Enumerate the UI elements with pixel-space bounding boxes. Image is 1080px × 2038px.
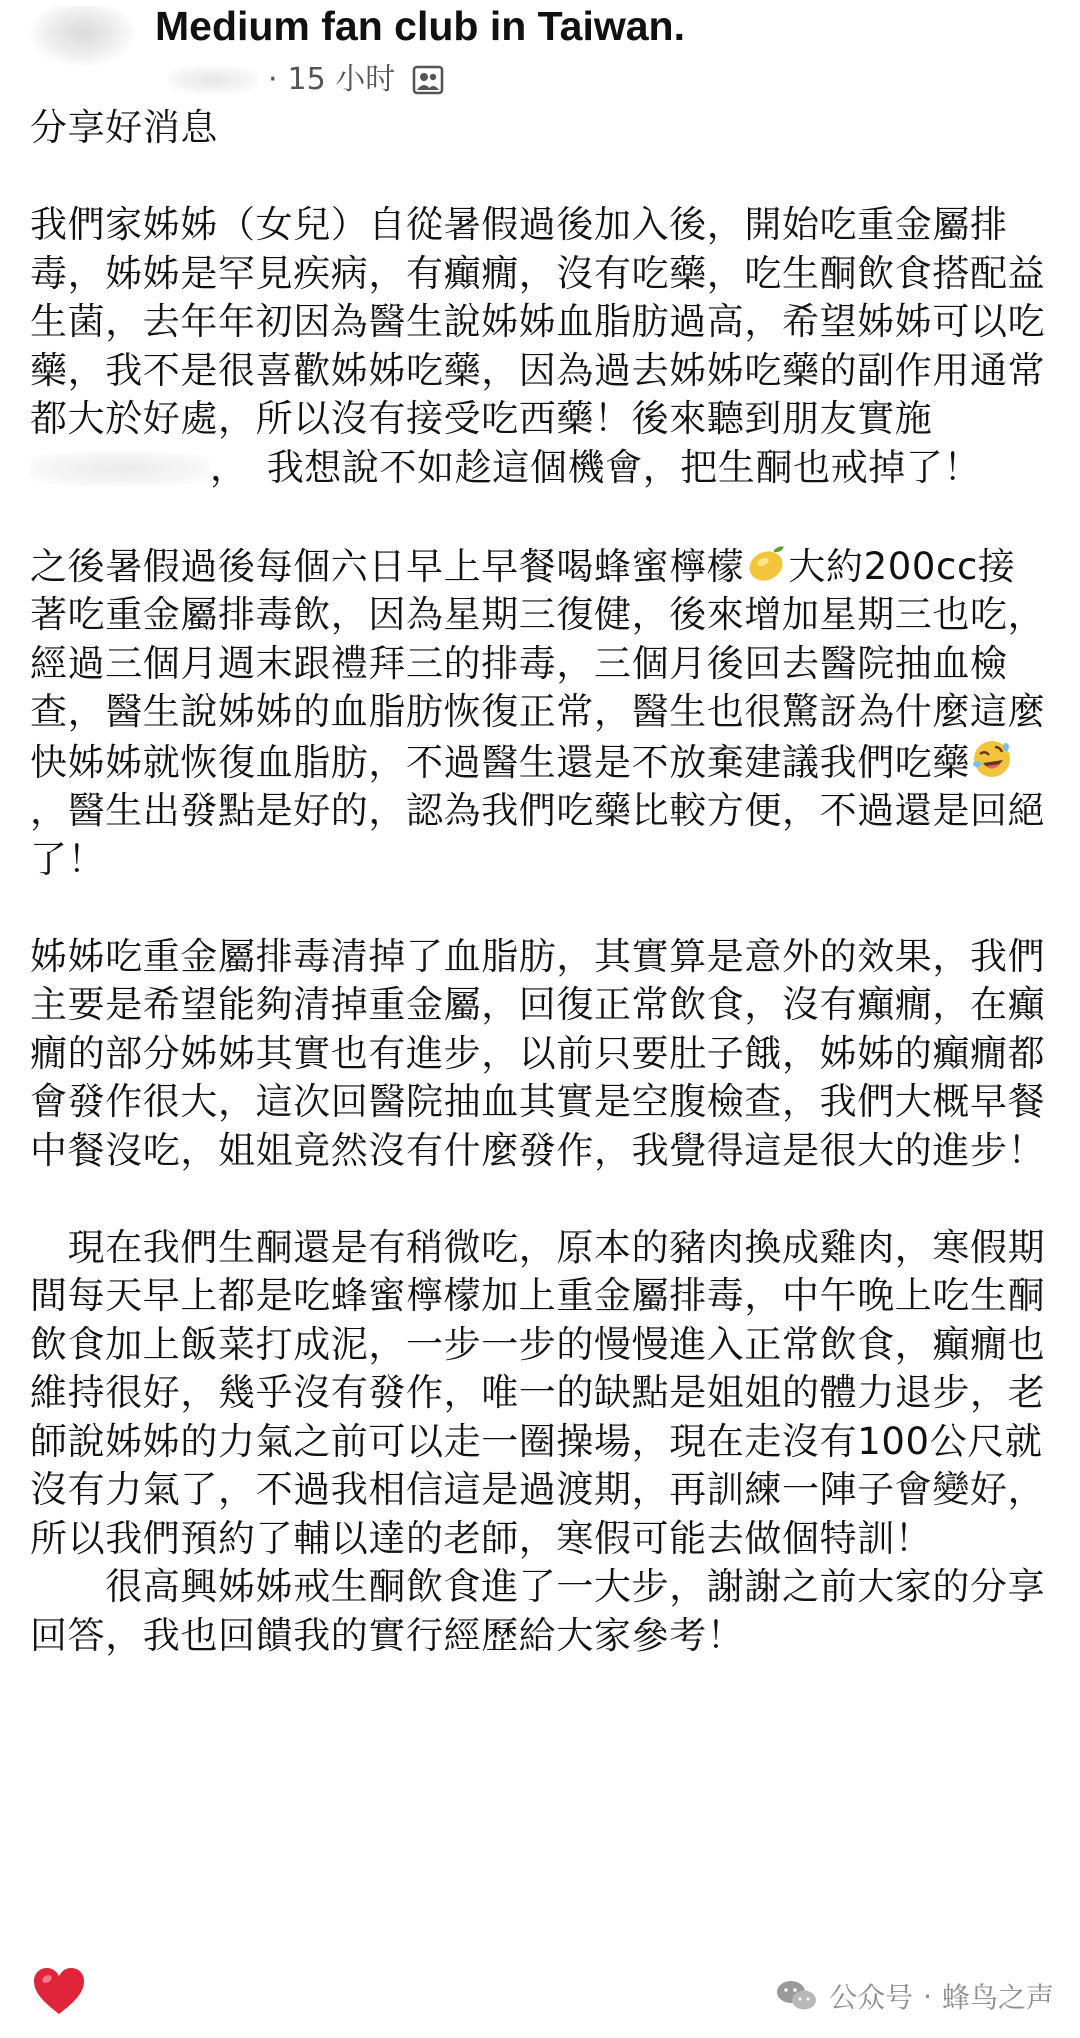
post-header xyxy=(0,0,1080,110)
red-heart-emoji xyxy=(32,1966,86,2018)
post-heading: 分享好消息 xyxy=(30,106,218,149)
post-footer xyxy=(0,1962,1080,2038)
meta-separator: · xyxy=(268,62,278,97)
paragraph-text: 我們家姊姊（女兒）自從暑假過後加入後，開始吃重金屬排毒，姊姊是罕見疾病，有癲癇，沒有吃藥，吃生酮飲食搭配益生菌，去年年初因為醫生說姊姊血脂肪過高，希望姊姊可以吃藥，我不是很喜歡姊姊吃藥，因為過去姊姊吃藥的副作用通常都大於好處，所以沒有接受吃西藥！後來聽到朋友實施 xyxy=(30,203,1046,440)
paragraph-text: 我想說不如趁這個機會，把生酮也戒掉了！ xyxy=(266,445,982,489)
paragraph-text: 之後暑假過後每個六日早上早餐喝蜂蜜檸檬 xyxy=(30,544,745,588)
paragraph-text: 大約200cc接著吃重金屬排毒飲，因為星期三復健，後來增加星期三也吃，經過三個月週末跟禮拜三的排毒，三個月後回去醫院抽血檢查，醫生說姊姊的血脂肪恢復正常，醫生也很驚訝為什麼這麼快姊姊就恢復血脂肪，不過醫生還是不放棄建議我們吃藥 xyxy=(30,544,1046,784)
post-paragraph xyxy=(30,541,1050,885)
post-paragraph: 現在我們生酮還是有稍微吃，原本的豬肉換成雞肉，寒假期間每天早上都是吃蜂蜜檸檬加上重金屬排毒，中午晚上吃生酮飲食加上飯菜打成泥，一步一步的慢慢進入正常飲食，癲癇也維持很好，幾乎沒有發作，唯一的缺點是姐姐的體力退步，老師說姊姊的力氣之前可以走一圈操場，現在走沒有100公尺就沒有力氣了，不過我相信這是過渡期，再訓練一陣子會變好，所以我們預約了輔以達的老師，寒假可能去做個特訓！ xyxy=(30,1225,1046,1560)
group-audience-icon xyxy=(411,63,445,97)
paragraph-text: ，醫生出發點是好的，認為我們吃藥比較方便，不過還是回絕了！ xyxy=(30,789,1046,881)
watermark xyxy=(775,1976,1054,2016)
post-meta xyxy=(268,58,445,102)
post-paragraph: 姊姊吃重金屬排毒清掉了血脂肪，其實算是意外的效果，我們主要是希望能夠清掉重金屬，回復正常飲食，沒有癲癇，在癲癇的部分姊姊其實也有進步，以前只要肚子餓，姊姊的癲癇都會發作很大，這次回醫院抽血其實是空腹檢查，我們大概早餐中餐沒吃，姐姐竟然沒有什麼發作，我覺得這是很大的進步！ xyxy=(30,934,1046,1172)
post-paragraph: 我們家姊姊（女兒）自從暑假過後加入後，開始吃重金屬排毒，姊姊是罕見疾病，有癲癇，沒有吃藥，吃生酮飲食搭配益生菌，去年年初因為醫生說姊姊血脂肪過高，希望姊姊可以吃藥，我不是很喜歡姊姊吃藥，因為過去姊姊吃藥的副作用通常都大於好處，所以沒有接受吃西藥！後來聽到朋友實施， 我想說不如趁這個機會，把生酮也戒掉了！ xyxy=(30,203,1046,489)
redacted-author-name xyxy=(168,66,258,94)
avatar[interactable] xyxy=(30,6,135,66)
post-paragraph: 很高興姊姊戒生酮飲食進了一大步，謝謝之前大家的分享回答，我也回饋我的實行經歷給大家參考！ xyxy=(30,1565,1046,1657)
post-body xyxy=(30,104,1050,1660)
group-name[interactable]: Medium fan club in Taiwan. xyxy=(155,3,685,49)
watermark-account: 蜂鸟之声 xyxy=(941,1981,1054,2014)
redacted-text xyxy=(30,452,210,486)
rolling-on-floor-laughing-emoji xyxy=(970,737,1014,781)
watermark-separator: · xyxy=(923,1979,932,2013)
wechat-icon xyxy=(775,1978,819,2014)
lemon-emoji xyxy=(744,541,788,585)
watermark-platform: 公众号 xyxy=(829,1981,914,2014)
post-timestamp[interactable]: 15 小时 xyxy=(287,62,396,97)
